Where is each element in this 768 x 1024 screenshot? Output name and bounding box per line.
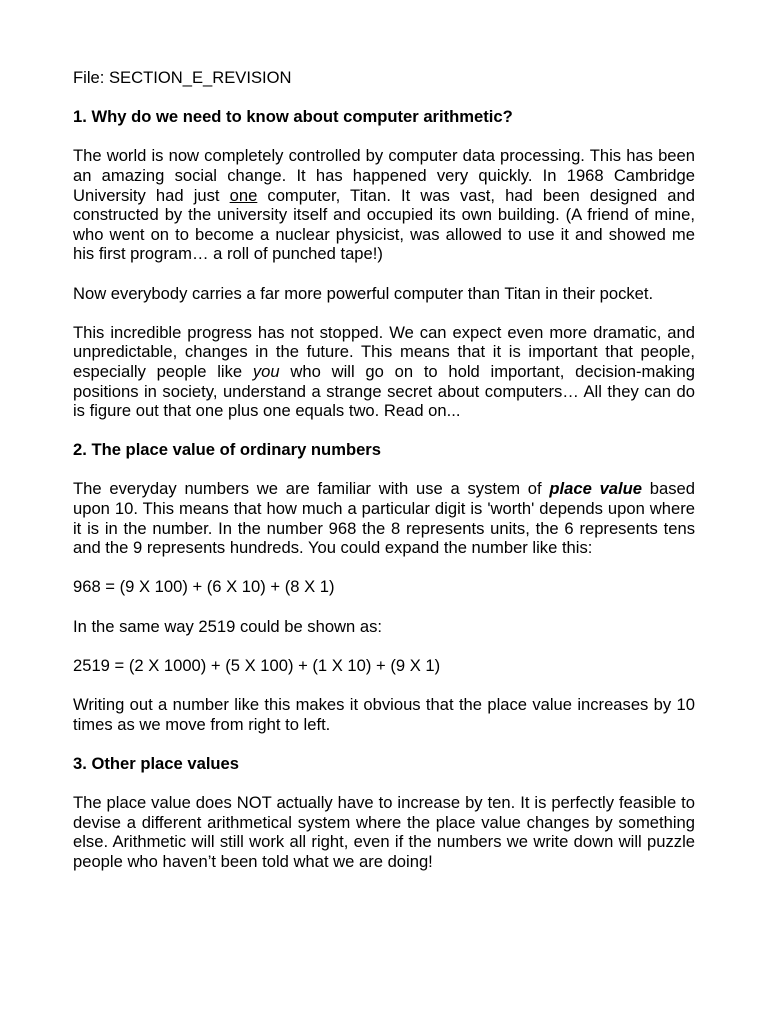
underlined-word: one [229,185,258,205]
equation-2519: 2519 = (2 X 1000) + (5 X 100) + (1 X 10) + (9 X 1) [73,655,441,675]
section-3-heading: 3. Other place values [73,753,240,773]
file-label: File: SECTION_E_REVISION [73,68,292,87]
section-1-paragraph-1 [73,146,695,264]
text-run: computer, Titan. It was vast, had been designed and constructed by the university itself and occupied its own building. (A friend of mine, who went on to become a nuclear physicist, was allowed to use it and showed me his first program… a roll of punched tape!) [73,185,695,264]
text-run: who will go on to hold important, decision-making positions in society, understand a strange secret about computers… All they can do is figure out that one plus one equals two. Read on... [73,361,695,421]
section-2-paragraph-2: In the same way 2519 could be shown as: [73,616,383,636]
text-run: This incredible progress has not stopped. We can expect even more dramatic, and unpredictable, changes in the future. This means that it is important that people, especially people like [73,322,695,381]
section-2-paragraph-3: Writing out a number like this makes it obvious that the place value increases by 10 times as we move from right to left. [73,695,695,734]
section-2-heading: 2. The place value of ordinary numbers [73,440,381,460]
equation-968: 968 = (9 X 100) + (6 X 10) + (8 X 1) [73,577,335,597]
section-1-heading: 1. Why do we need to know about computer arithmetic? [73,107,513,127]
text-run: based upon 10. This means that how much a particular digit is 'worth' depends upon where it is in the number. In the number 968 the 8 represents units, the 6 represents tens and the 9 represents hundreds. You could expand the number like this: [73,479,695,558]
section-1-paragraph-3 [73,323,695,421]
text-run: The everyday numbers we are familiar with use a system of [73,479,550,499]
text-run: The world is now completely controlled by computer data processing. This has been an amazing social change. It has happened very quickly. In 1968 Cambridge University had just [73,146,695,205]
section-2-paragraph-1 [73,479,695,557]
section-3-paragraph-1: The place value does NOT actually have to increase by ten. It is perfectly feasible to devise a different arithmetical system where the place value changes by something else. Arithmetic will still work all right, even if the numbers we write down will puzzle people who haven’t been told what we are doing! [73,792,695,871]
bold-italic-term: place value [549,479,643,499]
section-1-paragraph-2: Now everybody carries a far more powerful computer than Titan in their pocket. [73,283,654,303]
italic-word: you [252,361,280,381]
document-page [73,68,695,891]
